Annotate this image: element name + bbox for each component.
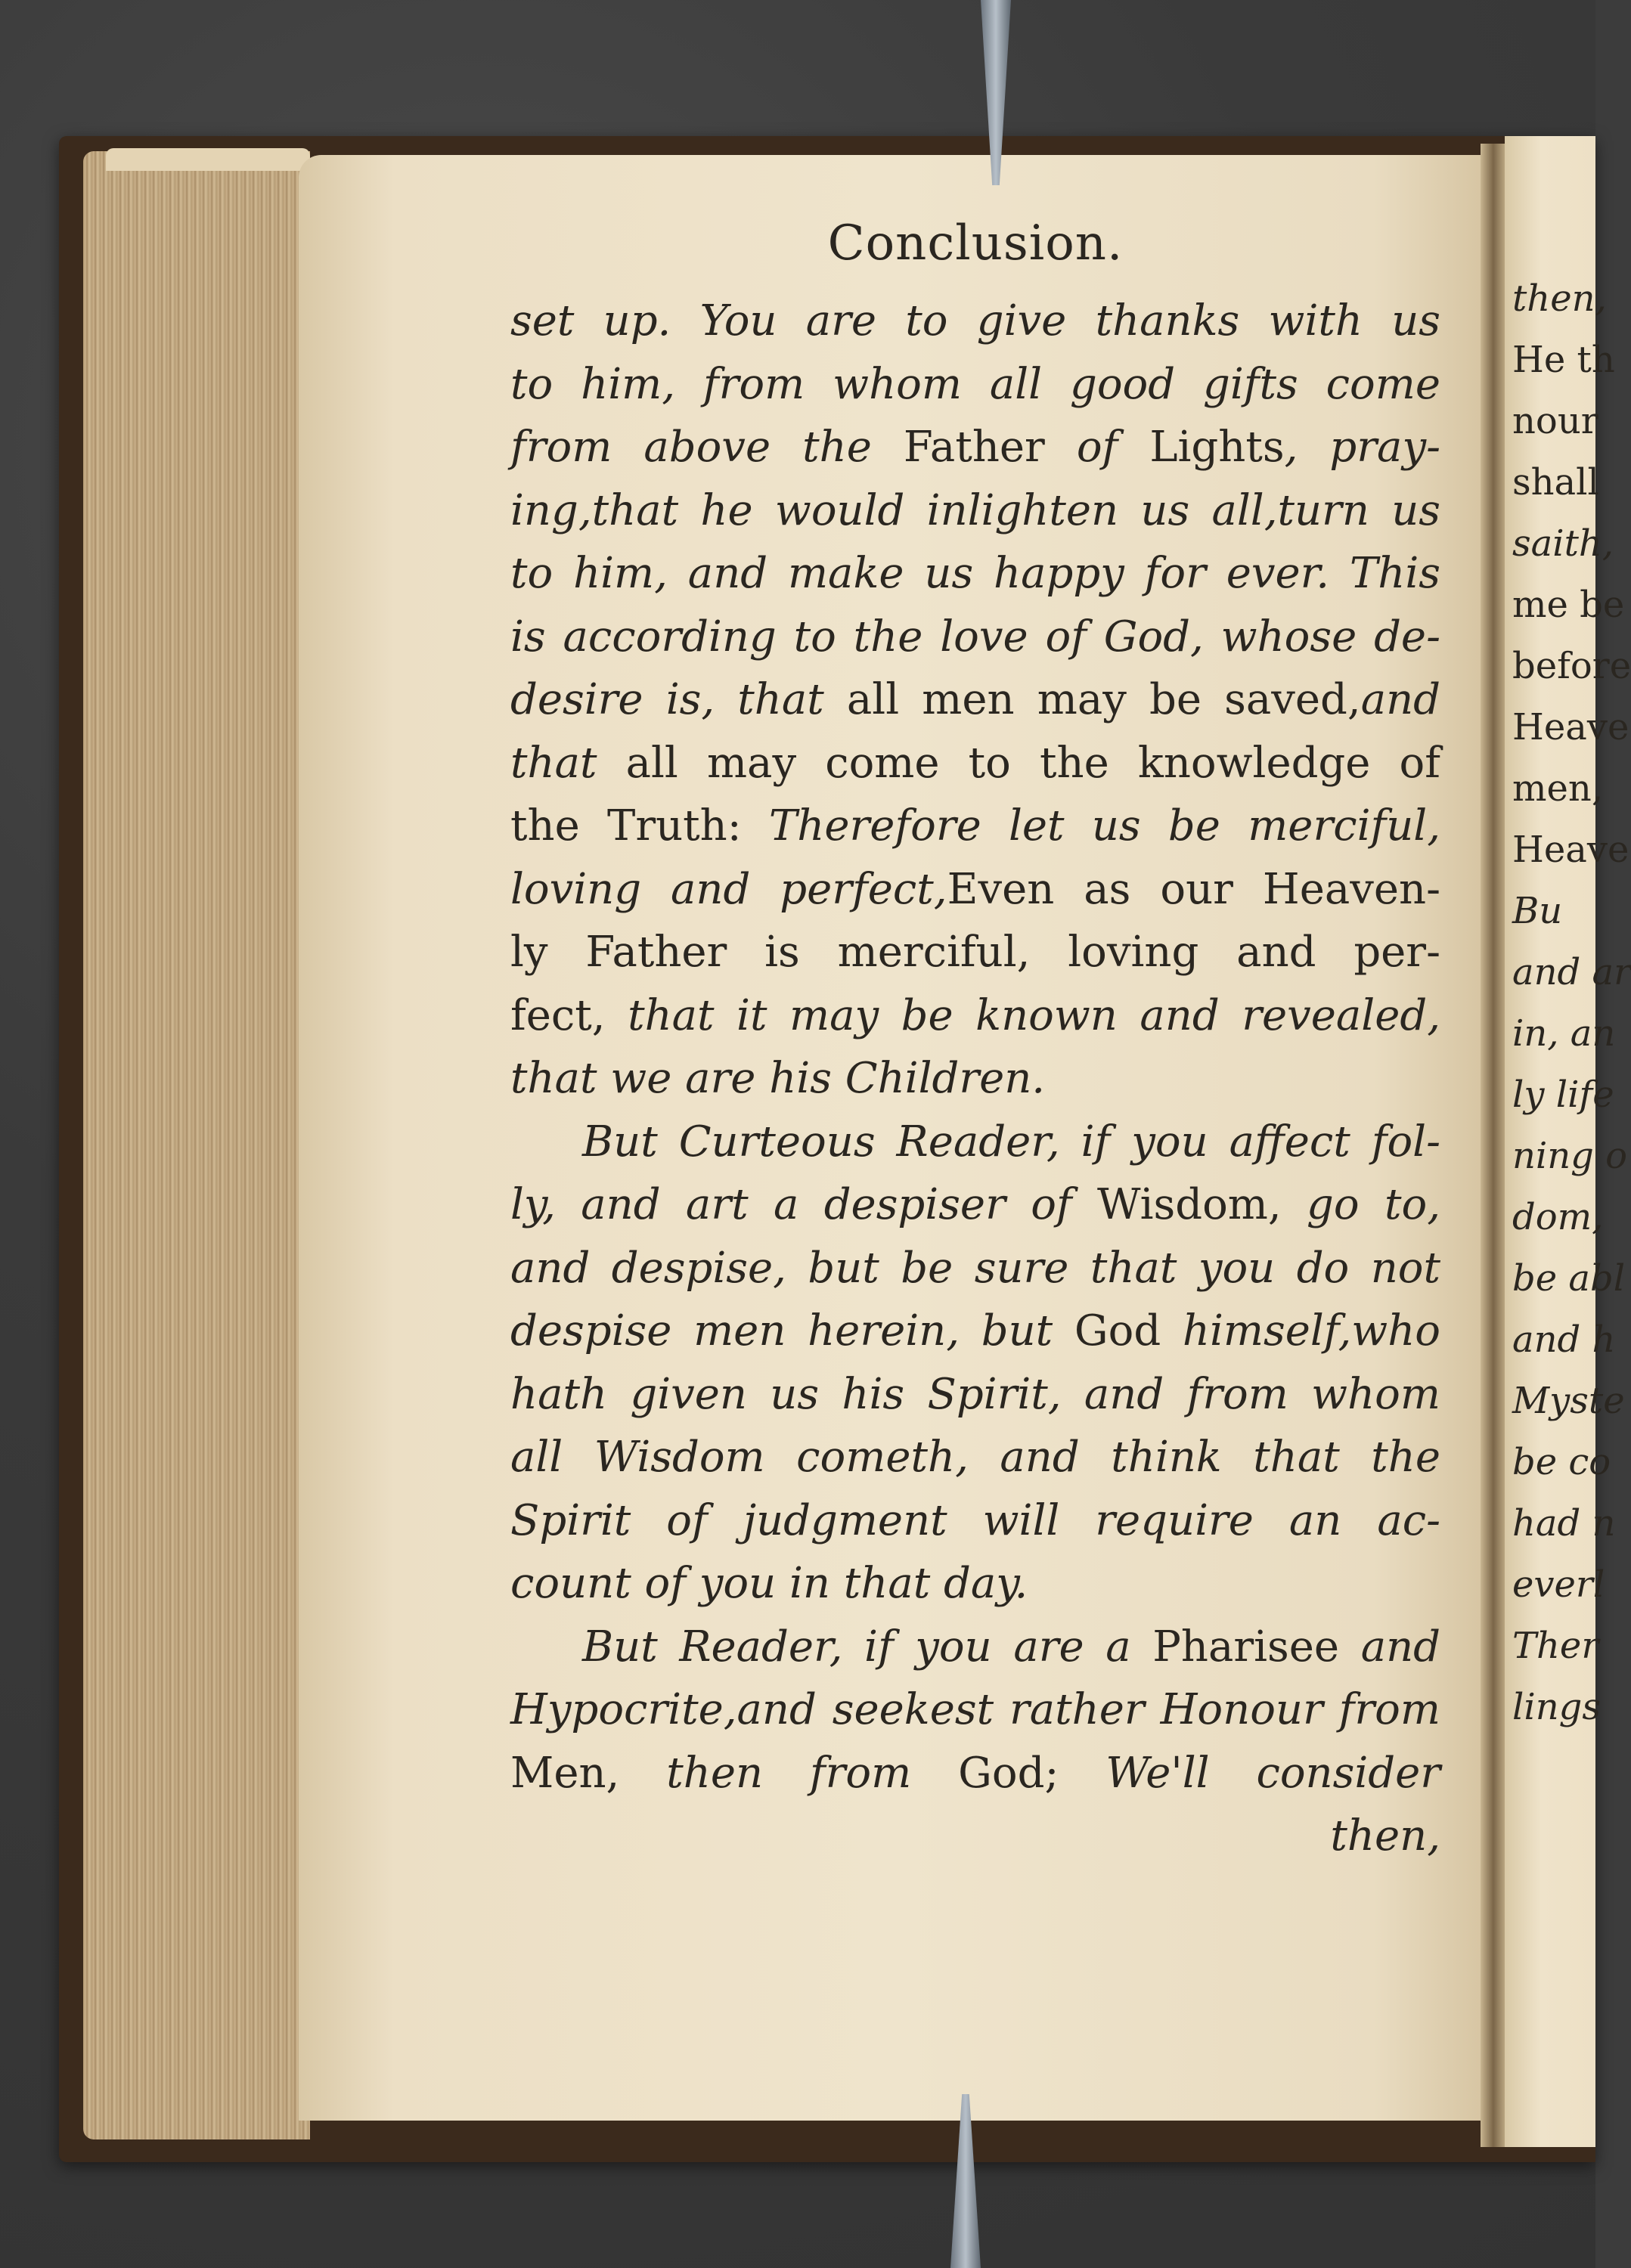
text-run: God; <box>958 1748 1059 1798</box>
text-run: set up. You are to give thanks with us <box>510 296 1440 345</box>
text-run: to him, from whom all good gifts come <box>510 359 1440 409</box>
text-run: ly, and art a despiser of <box>510 1180 1097 1229</box>
text-run: of <box>1044 423 1150 472</box>
text-run: and ar <box>1512 951 1631 993</box>
text-run: that we are his Children. <box>510 1054 1046 1103</box>
text-run: He th <box>1512 339 1615 381</box>
text-run: Heave <box>1512 706 1629 748</box>
text-block <box>510 290 1440 1868</box>
text-line <box>1512 1126 1628 1187</box>
text-line <box>1512 575 1625 636</box>
text-run: Wisdom, <box>1097 1180 1282 1229</box>
text-line <box>1512 1003 1616 1064</box>
text-line <box>1512 1616 1599 1677</box>
text-run: be co <box>1512 1441 1611 1483</box>
text-run: to him, and make us happy for ever. This <box>510 549 1440 598</box>
text-run: himself,who <box>1161 1306 1441 1356</box>
text-line <box>510 542 1440 606</box>
text-line <box>510 732 1440 795</box>
text-run: hath given us his Spirit, and from whom <box>510 1369 1440 1419</box>
text-line <box>1512 1187 1604 1248</box>
text-line <box>510 1111 1440 1174</box>
text-run: lings <box>1512 1686 1601 1728</box>
text-run: then from <box>619 1748 959 1798</box>
text-run: men, <box>1512 767 1604 810</box>
text-line <box>1512 1554 1605 1616</box>
text-run: loving and perfect, <box>510 864 947 914</box>
text-line <box>510 416 1440 479</box>
text-line <box>1512 636 1631 697</box>
text-run: me be <box>1512 584 1625 626</box>
text-run: Men, <box>510 1748 620 1798</box>
text-line <box>510 479 1440 543</box>
text-run: despise men herein, but <box>510 1306 1074 1356</box>
text-line <box>1512 1493 1616 1554</box>
text-run: fect, <box>510 990 606 1040</box>
text-line <box>1512 820 1629 881</box>
text-line <box>1512 881 1595 942</box>
running-head: Conclusion. <box>827 215 1124 271</box>
text-run: Therefore let us be merciful, <box>741 801 1440 850</box>
text-run: and h <box>1512 1318 1616 1361</box>
text-run: all Wisdom cometh, and think that the <box>510 1433 1440 1482</box>
text-line <box>1512 1064 1614 1126</box>
text-run: desire is, that <box>510 675 847 724</box>
text-run: all men may be saved, <box>846 675 1361 724</box>
text-line <box>510 353 1440 417</box>
text-line <box>510 1552 1440 1616</box>
text-run: all may come to the knowledge of <box>625 738 1440 788</box>
text-line <box>1512 513 1614 575</box>
text-run: shall <box>1512 461 1599 503</box>
text-run: But Curteous Reader, if you affect fol- <box>582 1117 1440 1167</box>
text-run: ning o <box>1512 1135 1628 1177</box>
text-run: Myste <box>1512 1380 1625 1422</box>
text-line <box>510 795 1440 858</box>
text-run: then, <box>1512 277 1607 320</box>
text-line <box>510 984 1440 1048</box>
text-run: But Reader, if you are a <box>582 1622 1153 1672</box>
text-line <box>1512 1309 1616 1371</box>
right-text-block <box>1512 268 1631 1738</box>
text-line <box>1512 758 1604 820</box>
text-line <box>510 1678 1440 1742</box>
text-run: We'll consider <box>1059 1748 1440 1798</box>
text-line <box>1512 697 1629 758</box>
text-run: Heave <box>1512 829 1629 871</box>
text-line <box>510 606 1440 669</box>
text-run: had n <box>1512 1502 1616 1545</box>
text-line <box>1512 330 1615 391</box>
text-run: Pharisee <box>1152 1622 1340 1672</box>
text-line <box>1512 1677 1601 1738</box>
text-run: that <box>510 738 626 788</box>
text-run: ing,that he would inlighten us all,turn us <box>510 485 1440 535</box>
text-run: and <box>1360 675 1440 724</box>
text-run: and <box>1339 1622 1440 1672</box>
text-run: Ther <box>1512 1625 1599 1667</box>
text-run: go to, <box>1281 1180 1440 1229</box>
text-line <box>1512 391 1598 452</box>
text-run: and despise, but be sure that you do not <box>510 1243 1440 1293</box>
text-line <box>510 1426 1440 1489</box>
text-run: then, <box>1330 1811 1440 1861</box>
text-run: God <box>1074 1306 1161 1356</box>
text-line <box>510 921 1440 984</box>
text-run: dom, <box>1512 1196 1604 1238</box>
text-line <box>1512 268 1607 330</box>
text-run: that it may be known and revealed, <box>605 990 1440 1040</box>
right-page-text <box>1512 268 1631 1738</box>
text-line <box>510 290 1440 353</box>
text-line <box>510 1173 1440 1237</box>
text-run: count of you in that day. <box>510 1559 1028 1608</box>
text-run: , pray- <box>1284 423 1440 472</box>
text-run: is according to the love of God, whose de- <box>510 612 1440 662</box>
text-run: be abl <box>1512 1257 1626 1300</box>
text-run: the Truth: <box>510 801 742 850</box>
text-line <box>1512 1371 1625 1432</box>
text-run: everl <box>1512 1563 1605 1606</box>
text-line <box>1512 452 1599 513</box>
text-run: from above the <box>510 423 904 472</box>
text-line <box>1512 1248 1626 1309</box>
text-run: before <box>1512 645 1631 687</box>
book-gutter <box>1481 144 1506 2147</box>
text-line <box>1512 942 1631 1003</box>
text-run: Bu <box>1512 890 1563 932</box>
text-line <box>510 858 1440 922</box>
text-line <box>510 668 1440 732</box>
page-edges <box>83 151 310 2139</box>
text-run: ly life <box>1512 1074 1614 1116</box>
text-line <box>510 1047 1440 1111</box>
text-run: nour <box>1512 400 1598 442</box>
text-line <box>510 1616 1440 1679</box>
text-run: Father <box>903 423 1045 472</box>
text-run: saith, <box>1512 522 1614 565</box>
text-run: Hypocrite,and seekest rather Honour from <box>510 1685 1440 1734</box>
left-page-text <box>510 215 1440 1868</box>
text-line <box>510 1805 1440 1868</box>
text-run: in, an <box>1512 1012 1616 1055</box>
text-line <box>510 1237 1440 1300</box>
text-run: ly Father is merciful, loving and per- <box>510 928 1440 977</box>
text-line <box>510 1363 1440 1427</box>
text-run: Lights <box>1149 423 1285 472</box>
page-edges-top <box>106 148 310 171</box>
text-line <box>510 1489 1440 1553</box>
text-line <box>510 1742 1440 1805</box>
text-line <box>1512 1432 1611 1493</box>
text-line <box>510 1300 1440 1363</box>
text-run: Spirit of judgment will require an ac- <box>510 1495 1440 1545</box>
text-run: Even as our Heaven- <box>947 864 1440 914</box>
